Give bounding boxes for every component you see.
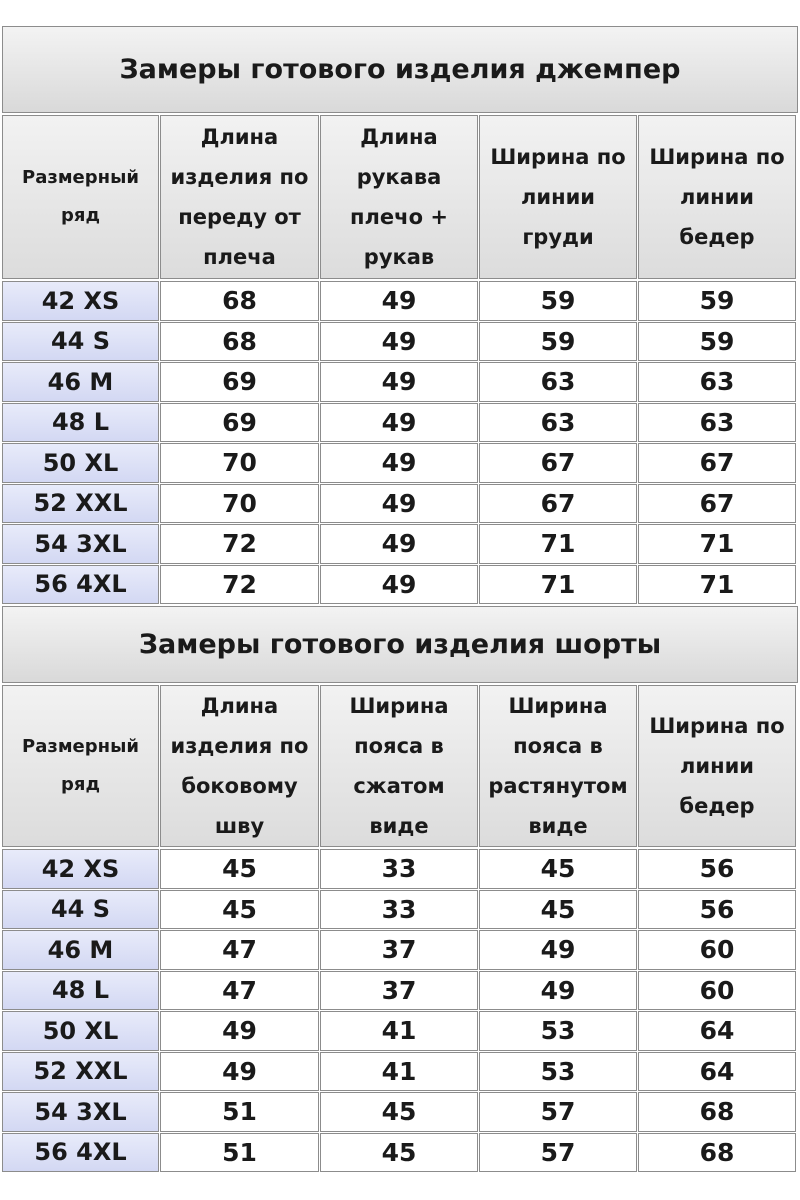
size-cell: 56 4XL: [2, 1133, 159, 1173]
value-cell: 49: [320, 443, 478, 483]
value-cell: 49: [320, 322, 478, 362]
value-cell: 37: [320, 930, 478, 970]
value-cell: 60: [638, 971, 796, 1011]
value-cell: 70: [160, 484, 319, 524]
value-cell: 67: [479, 443, 637, 483]
value-cell: 72: [160, 565, 319, 605]
value-cell: 45: [479, 849, 637, 889]
value-cell: 57: [479, 1092, 637, 1132]
value-cell: 63: [479, 362, 637, 402]
size-cell: 56 4XL: [2, 565, 159, 605]
size-cell: 42 XS: [2, 849, 159, 889]
size-cell: 52 XXL: [2, 484, 159, 524]
value-cell: 59: [479, 322, 637, 362]
value-cell: 45: [160, 849, 319, 889]
value-cell: 69: [160, 362, 319, 402]
value-cell: 57: [479, 1133, 637, 1173]
size-cell: 42 XS: [2, 281, 159, 321]
value-cell: 49: [479, 930, 637, 970]
column-header: Ширина по линии бедер: [638, 685, 796, 847]
value-cell: 71: [479, 524, 637, 564]
value-cell: 59: [479, 281, 637, 321]
value-cell: 60: [638, 930, 796, 970]
value-cell: 68: [638, 1092, 796, 1132]
column-header: Ширина пояса в сжатом виде: [320, 685, 478, 847]
size-cell: 54 3XL: [2, 1092, 159, 1132]
value-cell: 53: [479, 1052, 637, 1092]
size-cell: 44 S: [2, 890, 159, 930]
value-cell: 41: [320, 1011, 478, 1051]
value-cell: 56: [638, 849, 796, 889]
value-cell: 59: [638, 281, 796, 321]
value-cell: 68: [160, 281, 319, 321]
value-cell: 70: [160, 443, 319, 483]
value-cell: 67: [638, 484, 796, 524]
value-cell: 68: [160, 322, 319, 362]
column-header: Размерный ряд: [2, 685, 159, 847]
size-cell: 48 L: [2, 971, 159, 1011]
size-cell: 46 M: [2, 930, 159, 970]
value-cell: 53: [479, 1011, 637, 1051]
value-cell: 49: [160, 1011, 319, 1051]
value-cell: 71: [638, 524, 796, 564]
value-cell: 67: [479, 484, 637, 524]
size-cell: 44 S: [2, 322, 159, 362]
value-cell: 63: [479, 403, 637, 443]
value-cell: 49: [320, 524, 478, 564]
column-header: Ширина по линии груди: [479, 115, 637, 279]
value-cell: 63: [638, 403, 796, 443]
value-cell: 49: [320, 484, 478, 524]
value-cell: 49: [479, 971, 637, 1011]
value-cell: 47: [160, 930, 319, 970]
value-cell: 71: [638, 565, 796, 605]
size-cell: 50 XL: [2, 443, 159, 483]
column-header: Длина рукава плечо + рукав: [320, 115, 478, 279]
size-cell: 52 XXL: [2, 1052, 159, 1092]
size-cell: 48 L: [2, 403, 159, 443]
column-header: Длина изделия по боковому шву: [160, 685, 319, 847]
column-header: Ширина пояса в растянутом виде: [479, 685, 637, 847]
value-cell: 41: [320, 1052, 478, 1092]
value-cell: 45: [320, 1133, 478, 1173]
value-cell: 49: [160, 1052, 319, 1092]
column-header: Размерный ряд: [2, 115, 159, 279]
value-cell: 64: [638, 1011, 796, 1051]
column-header: Длина изделия по переду от плеча: [160, 115, 319, 279]
value-cell: 47: [160, 971, 319, 1011]
value-cell: 51: [160, 1092, 319, 1132]
value-cell: 49: [320, 565, 478, 605]
table-title: Замеры готового изделия джемпер: [2, 26, 798, 113]
table-title: Замеры готового изделия шорты: [2, 606, 798, 683]
value-cell: 63: [638, 362, 796, 402]
value-cell: 49: [320, 362, 478, 402]
value-cell: 49: [320, 403, 478, 443]
value-cell: 49: [320, 281, 478, 321]
value-cell: 64: [638, 1052, 796, 1092]
value-cell: 56: [638, 890, 796, 930]
value-cell: 45: [479, 890, 637, 930]
value-cell: 37: [320, 971, 478, 1011]
value-cell: 71: [479, 565, 637, 605]
value-cell: 33: [320, 890, 478, 930]
value-cell: 68: [638, 1133, 796, 1173]
value-cell: 33: [320, 849, 478, 889]
value-cell: 45: [320, 1092, 478, 1132]
size-cell: 46 M: [2, 362, 159, 402]
size-cell: 50 XL: [2, 1011, 159, 1051]
value-cell: 69: [160, 403, 319, 443]
value-cell: 59: [638, 322, 796, 362]
value-cell: 51: [160, 1133, 319, 1173]
value-cell: 45: [160, 890, 319, 930]
value-cell: 67: [638, 443, 796, 483]
column-header: Ширина по линии бедер: [638, 115, 796, 279]
value-cell: 72: [160, 524, 319, 564]
size-cell: 54 3XL: [2, 524, 159, 564]
